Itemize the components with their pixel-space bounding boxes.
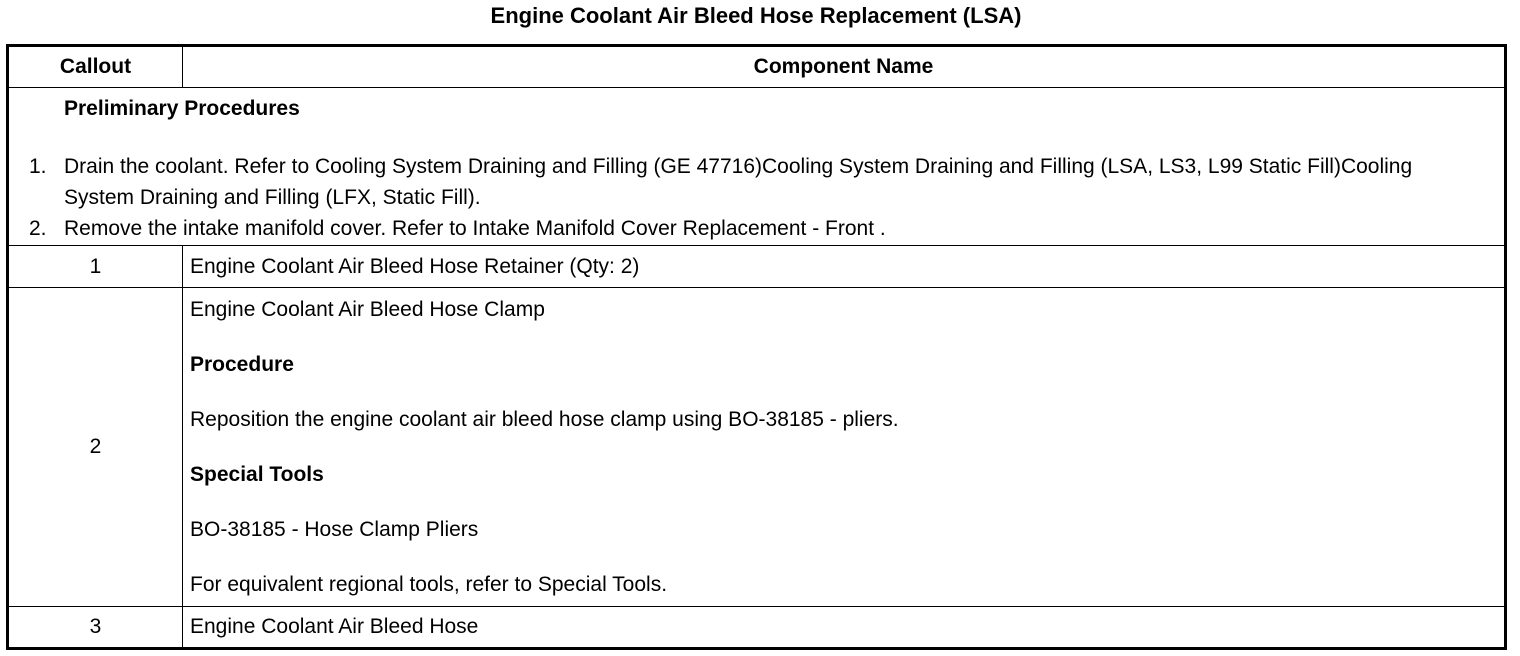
step-number: 2. <box>29 217 47 241</box>
component-name-cell: Engine Coolant Air Bleed Hose <box>183 606 1506 648</box>
callout-cell: 1 <box>8 246 183 288</box>
preliminary-procedures-heading: Preliminary Procedures <box>64 97 300 121</box>
preliminary-step <box>9 151 1504 213</box>
component-name: Engine Coolant Air Bleed Hose Clamp <box>190 298 545 322</box>
regional-tools-note: For equivalent regional tools, refer to Special Tools. <box>190 573 668 597</box>
component-name-cell <box>183 288 1506 607</box>
preliminary-procedures-row <box>8 88 1506 246</box>
table-header-row <box>8 46 1506 88</box>
callout-cell: 2 <box>8 288 183 607</box>
component-table <box>6 44 1507 650</box>
callout-cell: 3 <box>8 606 183 648</box>
procedure-heading: Procedure <box>190 353 294 377</box>
step-text: Remove the intake manifold cover. Refer to Intake Manifold Cover Replacement - Front . <box>64 217 886 241</box>
header-component-name: Component Name <box>183 46 1506 88</box>
preliminary-steps-list <box>9 151 1504 244</box>
step-text: Drain the coolant. Refer to Cooling System Draining and Filling (GE 47716)Cooling System Draining and Filling (LSA, LS3, L99 Static Fill)Cooling System Draining and Filling (LFX, Static Fill). <box>64 155 1413 210</box>
procedure-text: Reposition the engine coolant air bleed hose clamp using BO-38185 - pliers. <box>190 408 899 432</box>
header-callout: Callout <box>8 46 183 88</box>
table-row <box>8 606 1506 648</box>
step-number: 1. <box>29 155 47 179</box>
special-tool-item: BO-38185 - Hose Clamp Pliers <box>190 518 479 542</box>
table-row <box>8 288 1506 607</box>
special-tools-heading: Special Tools <box>190 463 324 487</box>
preliminary-procedures-cell <box>8 88 1506 246</box>
preliminary-step <box>9 213 1504 244</box>
document-title: Engine Coolant Air Bleed Hose Replacement (LSA) <box>490 3 1022 28</box>
component-name-cell: Engine Coolant Air Bleed Hose Retainer (Qty: 2) <box>183 246 1506 288</box>
table-row <box>8 246 1506 288</box>
